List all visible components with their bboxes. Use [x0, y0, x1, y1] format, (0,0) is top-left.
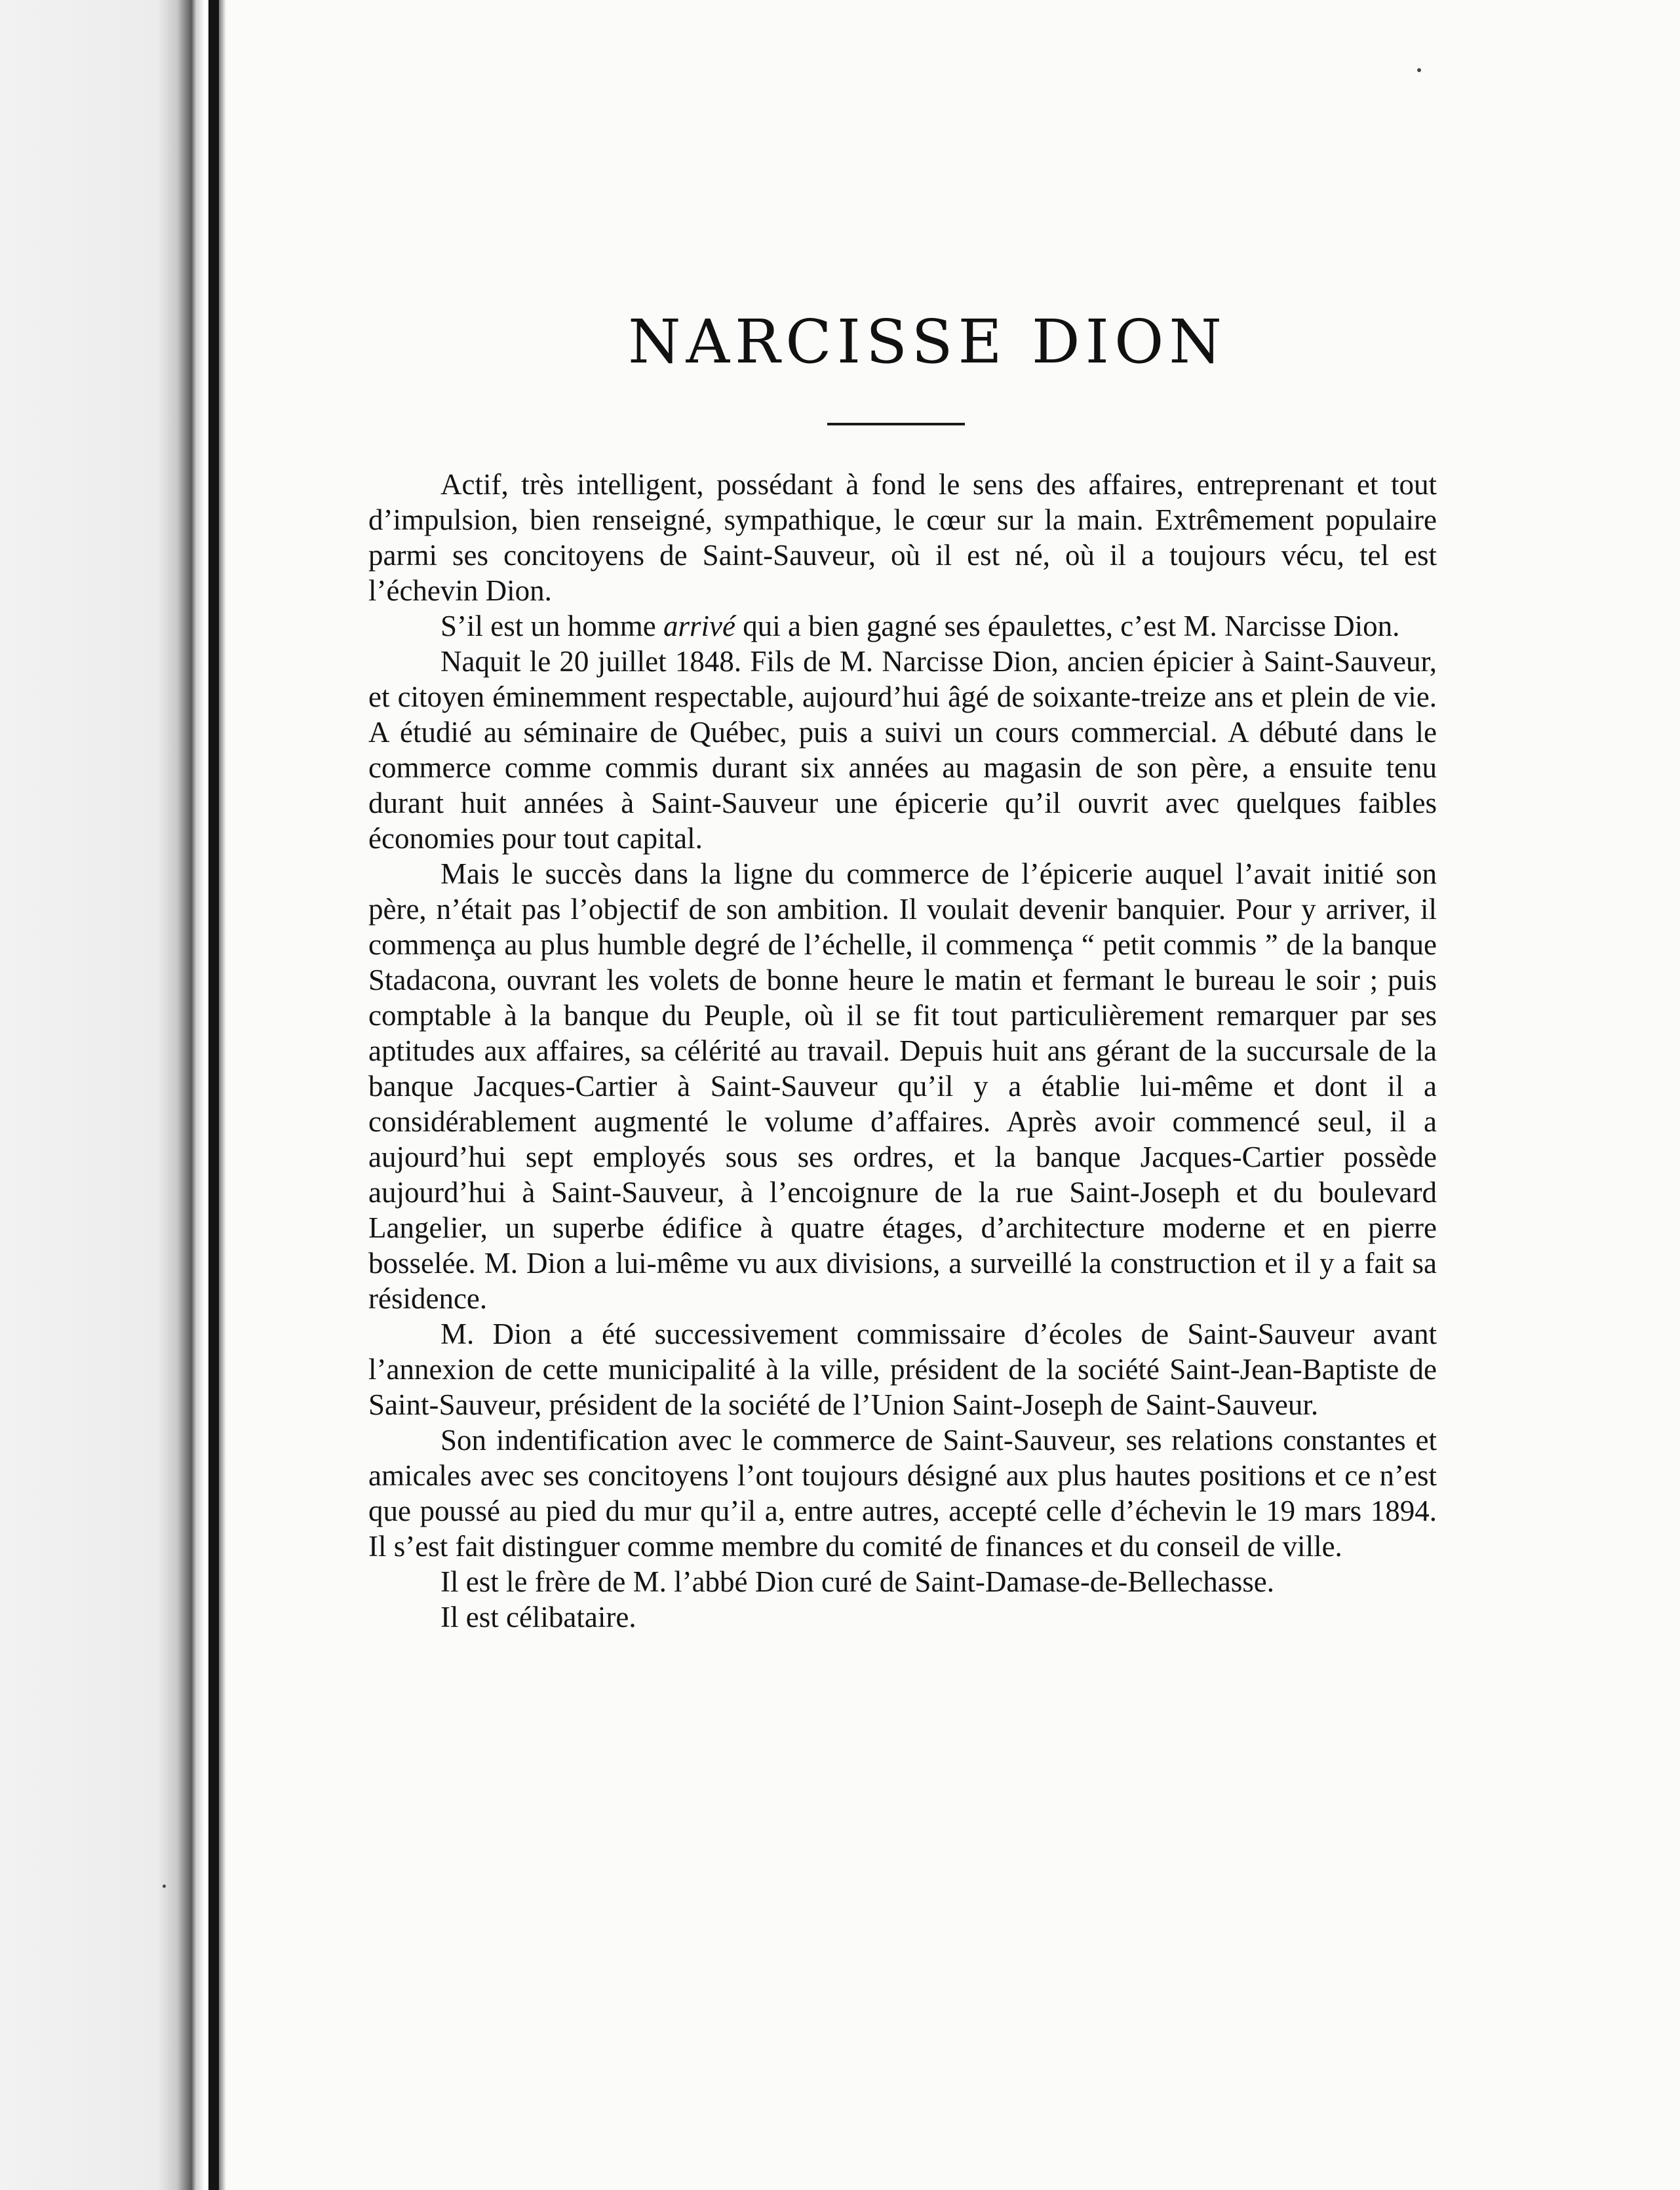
paragraph: Actif, très intelligent, possédant à fond le sens des affaires, entreprenant et tout d’impulsion, bien renseigné, sympathique, le cœur sur la main. Extrêmement populaire parmi ses concitoyens de Saint-Sauveur, où il est né, où il a toujours vécu, tel est l’échevin Dion. [368, 468, 1437, 607]
paragraph-arrive [368, 608, 1437, 644]
binding-shadow [0, 0, 197, 2190]
paragraph-text: S’il est un homme [440, 610, 663, 642]
paragraph: Son indentification avec le commerce de Saint-Sauveur, ses relations constantes et amicales avec ses concitoyens l’ont toujours désigné aux plus hautes positions et ce n’est que poussé au pied du mur qu’il a, entre autres, accepté celle d’échevin le 19 mars 1894. Il s’est fait distinguer comme membre du comité de finances et du conseil de ville. [368, 1424, 1437, 1563]
article-body [368, 467, 1437, 1635]
title-rule [827, 423, 965, 425]
paragraph: Il est célibataire. [440, 1601, 636, 1633]
scan-speck [163, 1885, 166, 1888]
paragraph: Il est le frère de M. l’abbé Dion curé de Saint-Damase-de-Bellechasse. [440, 1565, 1274, 1598]
paragraph-text: qui a bien gagné ses épaulettes, c’est M. Narcisse Dion. [735, 610, 1400, 642]
paragraph: M. Dion a été successivement commissaire d’écoles de Saint-Sauveur avant l’annexion de cette municipalité à la ville, président de la société Saint-Jean-Baptiste de Saint-Sauveur, président de la société de l’Union Saint-Joseph de Saint-Sauveur. [368, 1318, 1437, 1421]
paragraph: Naquit le 20 juillet 1848. Fils de M. Narcisse Dion, ancien épicier à Saint-Sauveur, et citoyen éminemment respectable, aujourd’hui âgé de soixante-treize ans et plein de vie. A étudié au séminaire de Québec, puis a suivi un cours commercial. A débuté dans le commerce comme commis durant six années au magasin de son père, a ensuite tenu durant huit années à Saint-Sauveur une épicerie qu’il ouvrit avec quelques faibles économies pour tout capital. [368, 645, 1437, 855]
scan-speck [1417, 68, 1421, 72]
paragraph: Mais le succès dans la ligne du commerce de l’épicerie auquel l’avait initié son père, n’était pas l’objectif de son ambition. Il voulait devenir banquier. Pour y arriver, il commença au plus humble degré de l’échelle, il commença “ petit commis ” de la banque Stadacona, ouvrant les volets de bonne heure le matin et fermant le bureau le soir ; puis comptable à la banque du Peuple, où il se fit tout particulièrement remarquer par ses aptitudes aux affaires, sa célérité au travail. Depuis huit ans gérant de la succursale de la banque Jacques-Cartier à Saint-Sauveur qu’il y a établie lui-même et dont il a considérablement augmenté le volume d’affaires. Après avoir commencé seul, il a aujourd’hui sept employés sous ses ordres, et la banque Jacques-Cartier possède aujourd’hui à Saint-Sauveur, à l’encoignure de la rue Saint-Joseph et du boulevard Langelier, un superbe édifice à quatre étages, d’architecture moderne et en pierre bosselée. M. Dion a lui-même vu aux divisions, a surveillé la construction et il y a fait sa résidence. [368, 857, 1437, 1315]
page-title: NARCISSE DION [628, 307, 1227, 377]
binding-fold-highlight [219, 0, 225, 2190]
emphasis-word: arrivé [663, 610, 735, 642]
